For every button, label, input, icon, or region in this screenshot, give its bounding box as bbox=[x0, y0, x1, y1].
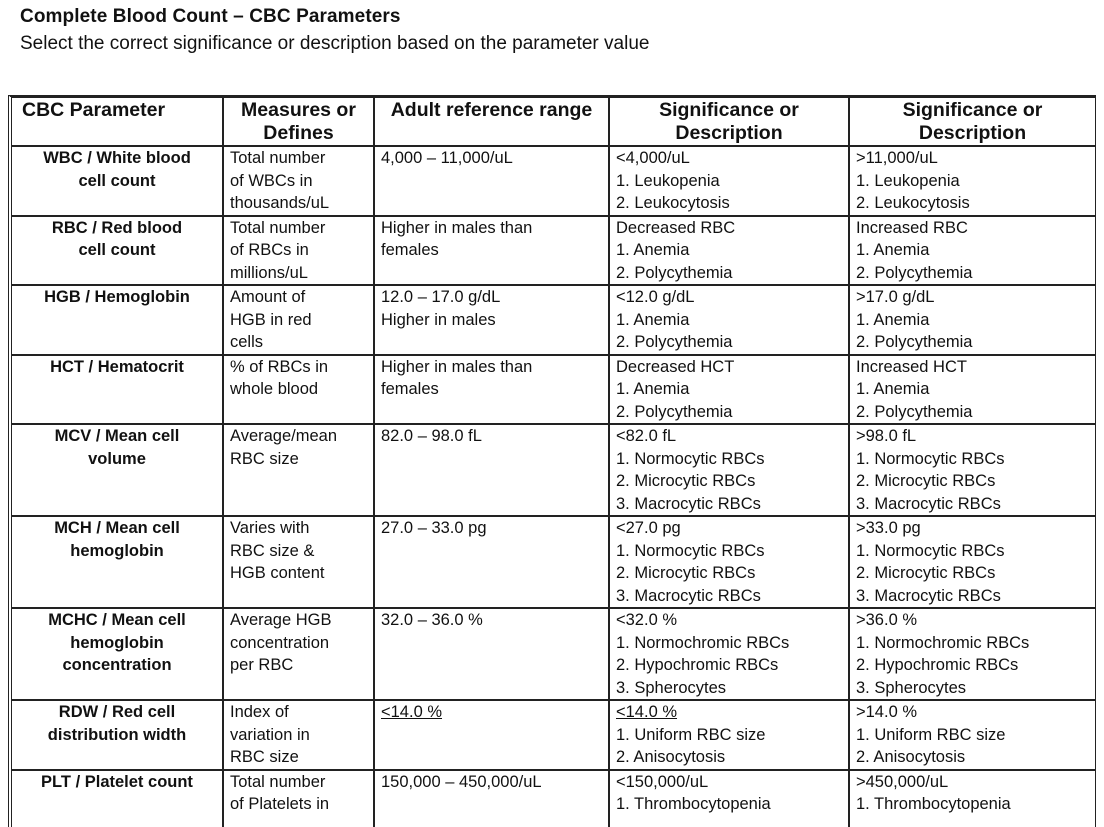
table-row bbox=[12, 608, 1096, 700]
cell-line: 1. Leukopenia bbox=[856, 170, 1089, 193]
cell-line: hemoglobin bbox=[18, 632, 216, 655]
cell-line: >14.0 % bbox=[856, 701, 1089, 724]
cell-line: 1. Uniform RBC size bbox=[616, 724, 842, 747]
cell-measures bbox=[223, 770, 374, 827]
cell-measures bbox=[223, 608, 374, 700]
cell-line: Higher in males bbox=[381, 309, 602, 332]
cell-parameter bbox=[12, 285, 223, 355]
cell-reference-range bbox=[374, 285, 609, 355]
cell-line: <14.0 % bbox=[381, 701, 602, 724]
cell-line: <82.0 fL bbox=[616, 425, 842, 448]
cell-line: 1. Thrombocytopenia bbox=[856, 793, 1089, 816]
column-header-reference-range: Adult reference range bbox=[374, 98, 609, 146]
cell-line: >36.0 % bbox=[856, 609, 1089, 632]
cell-line: 1. Normocytic RBCs bbox=[856, 448, 1089, 471]
cell-line: 3. Macrocytic RBCs bbox=[856, 585, 1089, 608]
cell-significance-low bbox=[609, 516, 849, 608]
cell-line: of Platelets in bbox=[230, 793, 367, 816]
cell-line: 3. Macrocytic RBCs bbox=[616, 585, 842, 608]
cell-line: Total number bbox=[230, 147, 367, 170]
cell-line: Total number bbox=[230, 771, 367, 794]
cell-significance-low bbox=[609, 355, 849, 425]
cell-line: 1. Anemia bbox=[856, 378, 1089, 401]
cell-line: 1. Normocytic RBCs bbox=[616, 540, 842, 563]
cell-line: 2. Microcytic RBCs bbox=[856, 470, 1089, 493]
cell-line: 2. Hypochromic RBCs bbox=[856, 654, 1089, 677]
cell-line: 3. Spherocytes bbox=[616, 677, 842, 700]
cell-line: 1. Anemia bbox=[616, 239, 842, 262]
cell-line: MCHC / Mean cell bbox=[18, 609, 216, 632]
cell-line: Varies with bbox=[230, 517, 367, 540]
cell-line: WBC / White blood bbox=[18, 147, 216, 170]
cell-line: cell count bbox=[18, 239, 216, 262]
cell-significance-low bbox=[609, 608, 849, 700]
cell-line: 1. Leukopenia bbox=[616, 170, 842, 193]
cell-line: 1. Anemia bbox=[856, 309, 1089, 332]
cell-significance-high bbox=[849, 608, 1096, 700]
column-header-measures: Measures or Defines bbox=[223, 98, 374, 146]
cell-line: 1. Thrombocytopenia bbox=[616, 793, 842, 816]
cell-line: females bbox=[381, 378, 602, 401]
cell-line: HGB in red bbox=[230, 309, 367, 332]
cell-line: Decreased RBC bbox=[616, 217, 842, 240]
cell-line: 150,000 – 450,000/uL bbox=[381, 771, 602, 794]
cell-parameter bbox=[12, 608, 223, 700]
cell-line: RBC size & bbox=[230, 540, 367, 563]
cell-line: RBC size bbox=[230, 746, 367, 769]
cell-line: whole blood bbox=[230, 378, 367, 401]
cell-significance-low bbox=[609, 146, 849, 216]
cell-line: MCH / Mean cell bbox=[18, 517, 216, 540]
document-subtitle: Select the correct significance or description based on the parameter value bbox=[20, 33, 649, 55]
cell-line: 2. Polycythemia bbox=[856, 262, 1089, 285]
cell-significance-high bbox=[849, 216, 1096, 286]
cell-line: 27.0 – 33.0 pg bbox=[381, 517, 602, 540]
cell-parameter bbox=[12, 146, 223, 216]
cell-reference-range bbox=[374, 216, 609, 286]
cell-line: >11,000/uL bbox=[856, 147, 1089, 170]
cell-line: 2. Leukocytosis bbox=[856, 192, 1089, 215]
cell-line: Average HGB bbox=[230, 609, 367, 632]
cell-line: % of RBCs in bbox=[230, 356, 367, 379]
cell-line: hemoglobin bbox=[18, 540, 216, 563]
cell-measures bbox=[223, 516, 374, 608]
cell-line: 1. Normocytic RBCs bbox=[856, 540, 1089, 563]
cell-line: >33.0 pg bbox=[856, 517, 1089, 540]
cell-parameter bbox=[12, 216, 223, 286]
cbc-parameters-table bbox=[12, 98, 1096, 827]
table-body bbox=[12, 146, 1096, 827]
table-row bbox=[12, 516, 1096, 608]
cell-line: 1. Normochromic RBCs bbox=[616, 632, 842, 655]
cell-line: cell count bbox=[18, 170, 216, 193]
cell-line: 82.0 – 98.0 fL bbox=[381, 425, 602, 448]
cell-line: thousands/uL bbox=[230, 192, 367, 215]
cell-significance-low bbox=[609, 285, 849, 355]
cell-line: 1. Anemia bbox=[616, 309, 842, 332]
cell-line: Increased RBC bbox=[856, 217, 1089, 240]
cell-line: <27.0 pg bbox=[616, 517, 842, 540]
cell-line: 12.0 – 17.0 g/dL bbox=[381, 286, 602, 309]
cell-line: 2. Polycythemia bbox=[856, 401, 1089, 424]
cell-line: >450,000/uL bbox=[856, 771, 1089, 794]
cell-parameter bbox=[12, 770, 223, 827]
cell-line: concentration bbox=[230, 632, 367, 655]
cell-line: 1. Anemia bbox=[616, 378, 842, 401]
cell-line: 3. Macrocytic RBCs bbox=[856, 493, 1089, 516]
cell-line: of RBCs in bbox=[230, 239, 367, 262]
cell-line: RBC size bbox=[230, 448, 367, 471]
cell-line: HGB content bbox=[230, 562, 367, 585]
cell-line: variation in bbox=[230, 724, 367, 747]
cell-parameter bbox=[12, 516, 223, 608]
document-title: Complete Blood Count – CBC Parameters bbox=[20, 6, 401, 28]
table-row bbox=[12, 216, 1096, 286]
column-header-significance-high: Significance or Description bbox=[849, 98, 1096, 146]
cell-line: 1. Uniform RBC size bbox=[856, 724, 1089, 747]
cell-line: 2. Polycythemia bbox=[616, 262, 842, 285]
cell-line: HGB / Hemoglobin bbox=[18, 286, 216, 309]
cell-line: cells bbox=[230, 331, 367, 354]
cell-line: >98.0 fL bbox=[856, 425, 1089, 448]
cell-line: 2. Anisocytosis bbox=[856, 746, 1089, 769]
cell-line: 2. Polycythemia bbox=[616, 331, 842, 354]
cell-line: Higher in males than bbox=[381, 356, 602, 379]
cell-reference-range bbox=[374, 700, 609, 770]
column-header-significance-low: Significance or Description bbox=[609, 98, 849, 146]
cell-reference-range bbox=[374, 146, 609, 216]
cell-line: PLT / Platelet count bbox=[18, 771, 216, 794]
cell-measures bbox=[223, 700, 374, 770]
table-row bbox=[12, 424, 1096, 516]
cell-line: MCV / Mean cell bbox=[18, 425, 216, 448]
cell-line: Total number bbox=[230, 217, 367, 240]
cell-measures bbox=[223, 285, 374, 355]
cell-line: concentration bbox=[18, 654, 216, 677]
table-row bbox=[12, 770, 1096, 827]
table-row bbox=[12, 355, 1096, 425]
cell-significance-high bbox=[849, 355, 1096, 425]
cell-measures bbox=[223, 355, 374, 425]
cbc-table-container bbox=[8, 95, 1096, 827]
cell-line: 2. Microcytic RBCs bbox=[616, 470, 842, 493]
cell-line: 4,000 – 11,000/uL bbox=[381, 147, 602, 170]
cell-line: 32.0 – 36.0 % bbox=[381, 609, 602, 632]
cell-significance-low bbox=[609, 770, 849, 827]
column-header-parameter: CBC Parameter bbox=[12, 98, 223, 146]
cell-reference-range bbox=[374, 424, 609, 516]
cell-line: per RBC bbox=[230, 654, 367, 677]
cell-significance-low bbox=[609, 424, 849, 516]
cell-line: 1. Normochromic RBCs bbox=[856, 632, 1089, 655]
cell-line: 2. Hypochromic RBCs bbox=[616, 654, 842, 677]
cell-line: <32.0 % bbox=[616, 609, 842, 632]
cell-parameter bbox=[12, 424, 223, 516]
cell-line: <14.0 % bbox=[616, 701, 842, 724]
cell-significance-high bbox=[849, 424, 1096, 516]
cell-line: Decreased HCT bbox=[616, 356, 842, 379]
cell-line: 3. Spherocytes bbox=[856, 677, 1089, 700]
cell-line: 2. Polycythemia bbox=[616, 401, 842, 424]
cell-measures bbox=[223, 424, 374, 516]
cell-line: 1. Normocytic RBCs bbox=[616, 448, 842, 471]
table-row bbox=[12, 146, 1096, 216]
cell-significance-high bbox=[849, 770, 1096, 827]
cell-line: Amount of bbox=[230, 286, 367, 309]
cell-line: Average/mean bbox=[230, 425, 367, 448]
cell-line: >17.0 g/dL bbox=[856, 286, 1089, 309]
cell-line: Index of bbox=[230, 701, 367, 724]
cell-significance-high bbox=[849, 516, 1096, 608]
cell-line: Increased HCT bbox=[856, 356, 1089, 379]
cell-significance-high bbox=[849, 146, 1096, 216]
cell-significance-low bbox=[609, 216, 849, 286]
cell-reference-range bbox=[374, 770, 609, 827]
cell-parameter bbox=[12, 355, 223, 425]
cell-line: 2. Microcytic RBCs bbox=[616, 562, 842, 585]
cell-parameter bbox=[12, 700, 223, 770]
cell-line: volume bbox=[18, 448, 216, 471]
table-row bbox=[12, 700, 1096, 770]
cell-line: Higher in males than bbox=[381, 217, 602, 240]
cell-line: 2. Leukocytosis bbox=[616, 192, 842, 215]
table-header-row bbox=[12, 98, 1096, 146]
cell-measures bbox=[223, 216, 374, 286]
cell-line: females bbox=[381, 239, 602, 262]
cell-line: millions/uL bbox=[230, 262, 367, 285]
cell-measures bbox=[223, 146, 374, 216]
cell-line: <4,000/uL bbox=[616, 147, 842, 170]
cell-line: 1. Anemia bbox=[856, 239, 1089, 262]
cell-significance-high bbox=[849, 285, 1096, 355]
cell-reference-range bbox=[374, 355, 609, 425]
cell-significance-low bbox=[609, 700, 849, 770]
cell-line: 2. Microcytic RBCs bbox=[856, 562, 1089, 585]
cell-reference-range bbox=[374, 516, 609, 608]
cell-line: of WBCs in bbox=[230, 170, 367, 193]
cell-line: <12.0 g/dL bbox=[616, 286, 842, 309]
table-row bbox=[12, 285, 1096, 355]
cell-line: RBC / Red blood bbox=[18, 217, 216, 240]
cell-line: <150,000/uL bbox=[616, 771, 842, 794]
cell-reference-range bbox=[374, 608, 609, 700]
cell-line: RDW / Red cell bbox=[18, 701, 216, 724]
cell-line: HCT / Hematocrit bbox=[18, 356, 216, 379]
cell-line: distribution width bbox=[18, 724, 216, 747]
cell-line: 2. Polycythemia bbox=[856, 331, 1089, 354]
cell-line: 3. Macrocytic RBCs bbox=[616, 493, 842, 516]
cell-significance-high bbox=[849, 700, 1096, 770]
cell-line: 2. Anisocytosis bbox=[616, 746, 842, 769]
